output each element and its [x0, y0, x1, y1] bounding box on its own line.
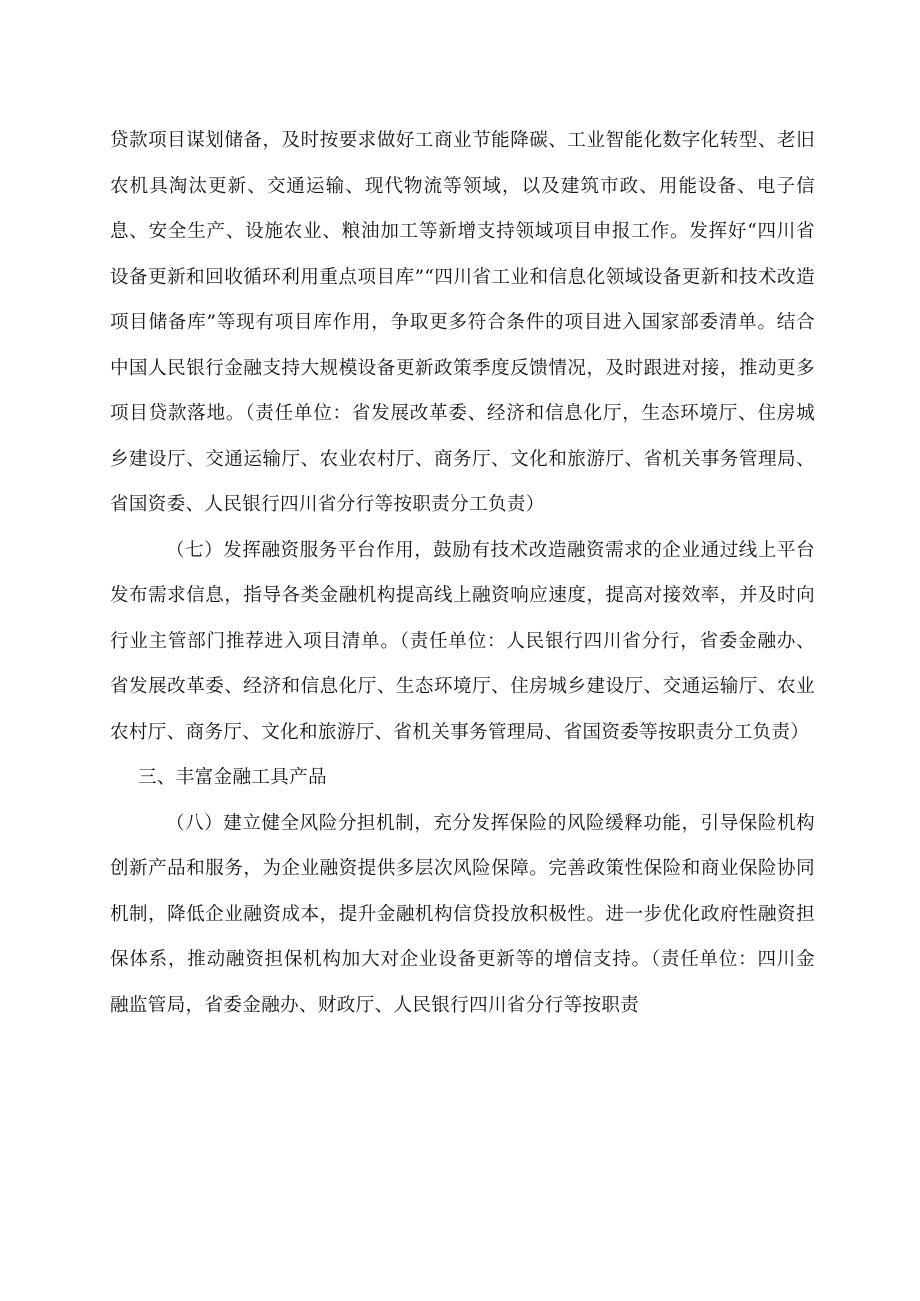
section-heading-three: 三、丰富金融工具产品 — [138, 767, 328, 788]
body-paragraph-item-seven: （七）发挥融资服务平台作用，鼓励有技术改造融资需求的企业通过线上平台发布需求信息，指导各类金融机构提高线上融资响应速度，提高对接效率，并及时向行业主管部门推荐进入项目清单。（责任单位：人民银行四川省分行，省委金融办、省发展改革委、经济和信息化厅、生态环境厅、住房城乡建设厅、交通运输厅、农业农村厅、商务厅、文化和旅游厅、省机关事务管理局、省国资委等按职责分工负责） — [110, 539, 815, 743]
document-body — [110, 118, 815, 1028]
body-paragraph-continuation: 贷款项目谋划储备，及时按要求做好工商业节能降碳、工业智能化数字化转型、老旧农机具淘汰更新、交通运输、现代物流等领域，以及建筑市政、用能设备、电子信息、安全生产、设施农业、粮油加工等新增支持领域项目申报工作。发挥好“四川省设备更新和回收循环利用重点项目库”“四川省工业和信息化领域设备更新和技术改造项目储备库”等现有项目库作用，争取更多符合条件的项目进入国家部委清单。结合中国人民银行金融支持大规模设备更新政策季度反馈情况，及时跟进对接，推动更多项目贷款落地。（责任单位：省发展改革委、经济和信息化厅，生态环境厅、住房城乡建设厅、交通运输厅、农业农村厅、商务厅、文化和旅游厅、省机关事务管理局、省国资委、人民银行四川省分行等按职责分工负责） — [110, 130, 815, 515]
body-paragraph-item-eight: （八）建立健全风险分担机制，充分发挥保险的风险缓释功能，引导保险机构创新产品和服务，为企业融资提供多层次风险保障。完善政策性保险和商业保险协同机制，降低企业融资成本，提升金融机构信贷投放积极性。进一步优化政府性融资担保体系，推动融资担保机构加大对企业设备更新等的增信支持。（责任单位：四川金融监管局，省委金融办、财政厅、人民银行四川省分行等按职责 — [110, 812, 815, 1016]
